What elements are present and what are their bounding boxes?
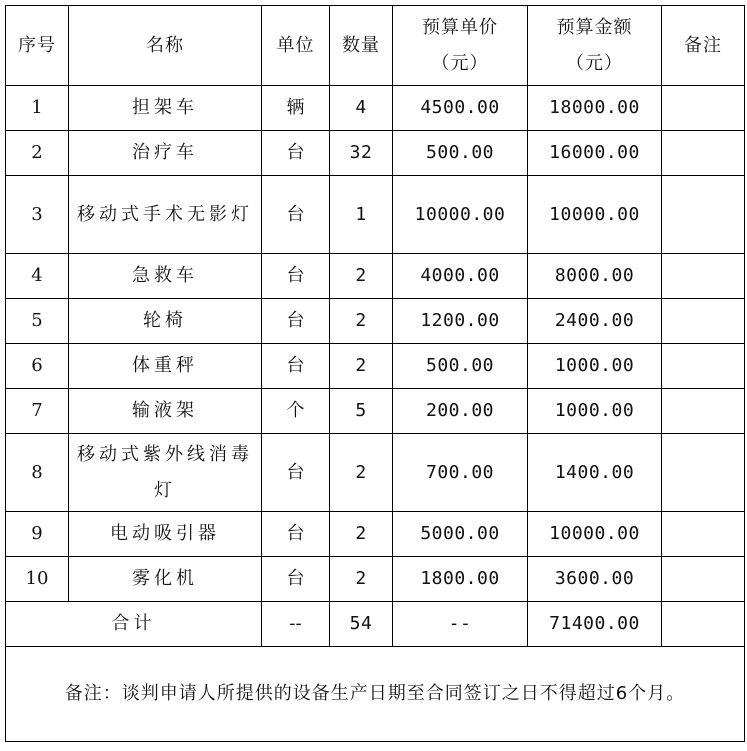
- row-amount: 1000.00: [528, 344, 662, 389]
- total-remark: [662, 602, 745, 647]
- row-price: 1200.00: [393, 299, 528, 344]
- budget-table: [5, 5, 745, 742]
- row-price: 700.00: [393, 434, 528, 512]
- total-unit: --: [262, 602, 330, 647]
- row-qty: 2: [330, 557, 393, 602]
- row-qty: 2: [330, 344, 393, 389]
- row-name: 急救车: [69, 254, 262, 299]
- header-name: 名称: [69, 6, 262, 86]
- row-no: 9: [6, 512, 69, 557]
- total-qty: 54: [330, 602, 393, 647]
- row-unit: 台: [262, 344, 330, 389]
- row-remark: [662, 344, 745, 389]
- row-unit: 台: [262, 176, 330, 254]
- row-qty: 5: [330, 389, 393, 434]
- row-amount: 16000.00: [528, 131, 662, 176]
- table-row: [6, 176, 745, 254]
- row-name: 电动吸引器: [69, 512, 262, 557]
- row-unit: 辆: [262, 86, 330, 131]
- row-remark: [662, 512, 745, 557]
- row-name: 雾化机: [69, 557, 262, 602]
- note-row: [6, 647, 745, 742]
- header-no: 序号: [6, 6, 69, 86]
- table-row: [6, 557, 745, 602]
- row-remark: [662, 557, 745, 602]
- header-amount: 预算金额（元）: [528, 6, 662, 86]
- row-qty: 2: [330, 434, 393, 512]
- row-no: 4: [6, 254, 69, 299]
- row-price: 500.00: [393, 344, 528, 389]
- table-row: [6, 389, 745, 434]
- row-unit: 台: [262, 254, 330, 299]
- row-name: 移动式手术无影灯: [69, 176, 262, 254]
- row-no: 10: [6, 557, 69, 602]
- row-qty: 1: [330, 176, 393, 254]
- header-qty: 数量: [330, 6, 393, 86]
- row-no: 7: [6, 389, 69, 434]
- row-price: 200.00: [393, 389, 528, 434]
- row-remark: [662, 86, 745, 131]
- row-unit: 台: [262, 434, 330, 512]
- table-row: [6, 254, 745, 299]
- table-row: [6, 131, 745, 176]
- row-remark: [662, 254, 745, 299]
- row-no: 8: [6, 434, 69, 512]
- row-price: 4500.00: [393, 86, 528, 131]
- row-qty: 2: [330, 512, 393, 557]
- total-price: --: [393, 602, 528, 647]
- row-no: 5: [6, 299, 69, 344]
- row-remark: [662, 176, 745, 254]
- row-no: 1: [6, 86, 69, 131]
- note-text: 备注：谈判申请人所提供的设备生产日期至合同签订之日不得超过6个月。: [6, 647, 745, 742]
- row-qty: 32: [330, 131, 393, 176]
- row-amount: 10000.00: [528, 176, 662, 254]
- row-amount: 1000.00: [528, 389, 662, 434]
- row-unit: 台: [262, 512, 330, 557]
- row-qty: 2: [330, 299, 393, 344]
- total-label: 合计: [6, 602, 262, 647]
- header-remark: 备注: [662, 6, 745, 86]
- total-amount: 71400.00: [528, 602, 662, 647]
- row-unit: 台: [262, 299, 330, 344]
- row-remark: [662, 299, 745, 344]
- row-remark: [662, 434, 745, 512]
- row-price: 10000.00: [393, 176, 528, 254]
- row-amount: 2400.00: [528, 299, 662, 344]
- total-row: [6, 602, 745, 647]
- table-row: [6, 434, 745, 512]
- row-no: 2: [6, 131, 69, 176]
- row-name: 体重秤: [69, 344, 262, 389]
- row-qty: 2: [330, 254, 393, 299]
- row-remark: [662, 131, 745, 176]
- row-amount: 3600.00: [528, 557, 662, 602]
- table-row: [6, 86, 745, 131]
- row-qty: 4: [330, 86, 393, 131]
- row-name: 轮椅: [69, 299, 262, 344]
- row-price: 5000.00: [393, 512, 528, 557]
- row-amount: 8000.00: [528, 254, 662, 299]
- row-unit: 台: [262, 557, 330, 602]
- row-name: 输液架: [69, 389, 262, 434]
- row-amount: 10000.00: [528, 512, 662, 557]
- header-row: [6, 6, 745, 86]
- header-unit: 单位: [262, 6, 330, 86]
- row-no: 3: [6, 176, 69, 254]
- header-price: 预算单价（元）: [393, 6, 528, 86]
- row-no: 6: [6, 344, 69, 389]
- row-price: 500.00: [393, 131, 528, 176]
- row-unit: 个: [262, 389, 330, 434]
- table-row: [6, 299, 745, 344]
- row-name: 移动式紫外线消毒灯: [69, 434, 262, 512]
- row-name: 担架车: [69, 86, 262, 131]
- row-name: 治疗车: [69, 131, 262, 176]
- row-unit: 台: [262, 131, 330, 176]
- row-price: 1800.00: [393, 557, 528, 602]
- row-remark: [662, 389, 745, 434]
- table-row: [6, 344, 745, 389]
- table-row: [6, 512, 745, 557]
- row-amount: 18000.00: [528, 86, 662, 131]
- row-amount: 1400.00: [528, 434, 662, 512]
- row-price: 4000.00: [393, 254, 528, 299]
